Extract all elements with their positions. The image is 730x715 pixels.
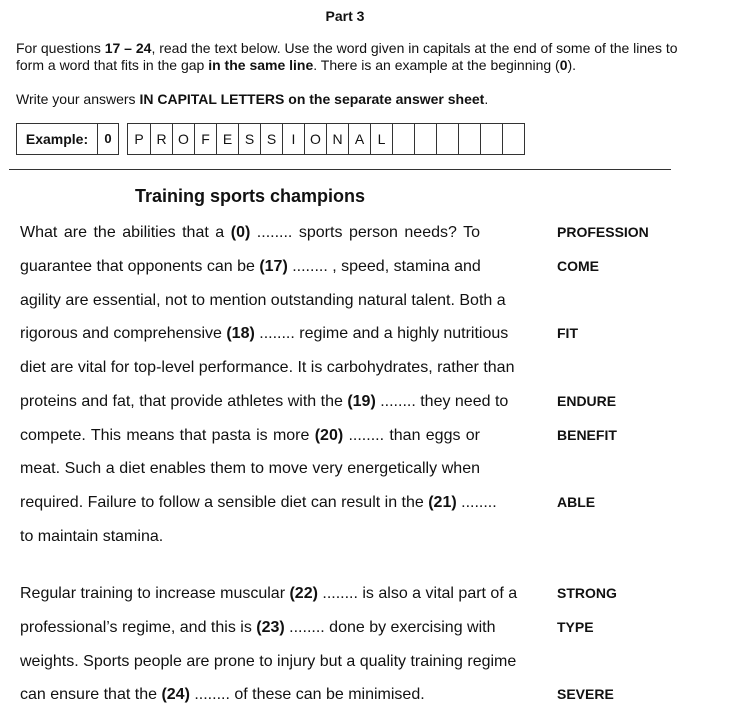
example-row (16, 123, 556, 155)
passage-text: ........ sports person needs? To (250, 224, 481, 241)
keyword: COME (557, 258, 599, 274)
passage-text: compete. This means that pasta is more (20, 427, 315, 444)
example-answer-cells (127, 123, 525, 155)
example-letter-cell: L (370, 124, 392, 154)
example-letter-cell: E (216, 124, 238, 154)
instr-text: . There is an example at the beginning ( (313, 57, 560, 73)
passage-text: ........ done by exercising with (284, 619, 496, 636)
passage-line (20, 528, 480, 546)
example-letter-cell (480, 124, 502, 154)
gap-number: (18) (226, 325, 255, 342)
passage-line (20, 258, 480, 276)
passage-text: professional’s regime, and this is (20, 619, 257, 636)
instr-text: ). (567, 57, 577, 73)
example-letter-cell: P (134, 131, 144, 147)
keyword: BENEFIT (557, 427, 617, 443)
gap-number: (21) (428, 494, 457, 511)
example-letter-cell: S (238, 124, 260, 154)
example-letter-cell: A (348, 124, 370, 154)
passage-line (20, 393, 509, 411)
text-title: Training sports champions (135, 186, 366, 206)
passage-line (20, 494, 497, 512)
example-letter-cell (414, 124, 436, 154)
passage-text: ........ , speed, stamina and (287, 258, 481, 275)
keyword: PROFESSION (557, 224, 649, 240)
example-letter-cell (436, 124, 458, 154)
passage-text: ........ (456, 494, 497, 511)
example-letter-cell: F (194, 124, 216, 154)
passage-text: agility are essential, not to mention outstanding natural talent. Both a (20, 292, 506, 309)
passage-line (20, 460, 480, 478)
instr-example-number: 0 (559, 57, 568, 73)
example-letter-cell: O (304, 124, 326, 154)
gap-number: (0) (230, 224, 251, 241)
passage-text: meat. Such a diet enables them to move very energetically when (20, 460, 480, 477)
passage-text: diet are vital for top-level performance. It is carbohydrates, rather than (20, 359, 515, 376)
passage-text: ........ of these can be minimised. (189, 686, 425, 703)
gap-number: (23) (256, 619, 285, 636)
instr-text: Write your answers (16, 91, 140, 107)
example-label: Example: (16, 123, 98, 155)
keyword: STRONG (557, 585, 617, 601)
example-letter-cell (392, 124, 414, 154)
passage-line (20, 427, 480, 445)
passage-line (20, 359, 515, 377)
gap-number: (17) (259, 258, 288, 275)
passage-line (20, 619, 496, 637)
example-letter-cell (502, 124, 524, 154)
passage-text: ........ regime and a highly nutritious (254, 325, 509, 342)
instr-text: , read the text below. Use the word given in capitals at the end of some of the lines to form a word that fits in the gap (16, 40, 678, 73)
passage-line (20, 686, 480, 704)
passage-text: can ensure that the (20, 686, 162, 703)
passage-text: Regular training to increase muscular (20, 585, 290, 602)
passage-text: ........ than eggs or (343, 427, 480, 444)
passage-text: What are the abilities that a (20, 224, 231, 241)
instr-emphasis: IN CAPITAL LETTERS on the separate answer sheet (139, 91, 485, 107)
example-letter-cell: N (326, 124, 348, 154)
example-letter-cell: S (260, 124, 282, 154)
keyword: TYPE (557, 619, 594, 635)
example-letter-cell: R (150, 124, 172, 154)
passage-text: guarantee that opponents can be (20, 258, 260, 275)
instr-question-range: 17 – 24 (104, 40, 152, 56)
passage-text: weights. Sports people are prone to injury but a quality training regime (20, 653, 517, 670)
instr-emphasis: in the same line (208, 57, 314, 73)
example-letter-cell: I (282, 124, 304, 154)
keyword: SEVERE (557, 686, 614, 702)
part-title: Part 3 (325, 8, 365, 24)
gap-number: (19) (347, 393, 376, 410)
example-letter-cell: O (172, 124, 194, 154)
passage-text: to maintain stamina. (20, 528, 164, 545)
gap-number: (20) (314, 427, 344, 444)
instr-text: For questions (16, 40, 105, 56)
example-number: 0 (97, 123, 119, 155)
gap-number: (22) (289, 585, 318, 602)
passage-text: rigorous and comprehensive (20, 325, 227, 342)
passage-line (20, 653, 517, 671)
passage-text: ........ they need to (375, 393, 509, 410)
passage-line (20, 292, 506, 310)
gap-number: (24) (161, 686, 190, 703)
keyword: ENDURE (557, 393, 617, 409)
section-divider (9, 169, 671, 170)
instructions-paragraph-2 (16, 91, 696, 108)
instr-text: . (484, 91, 489, 107)
passage-text: ........ is also a vital part of a (317, 585, 518, 602)
passage-text: required. Failure to follow a sensible diet can result in the (20, 494, 429, 511)
passage-line (20, 224, 480, 242)
passage-line (20, 325, 509, 343)
keyword: ABLE (557, 494, 596, 510)
passage-line (20, 585, 518, 603)
instructions-paragraph-1 (16, 40, 696, 74)
keyword: FIT (557, 325, 578, 341)
passage-text: proteins and fat, that provide athletes with the (20, 393, 348, 410)
example-letter-cell (458, 124, 480, 154)
